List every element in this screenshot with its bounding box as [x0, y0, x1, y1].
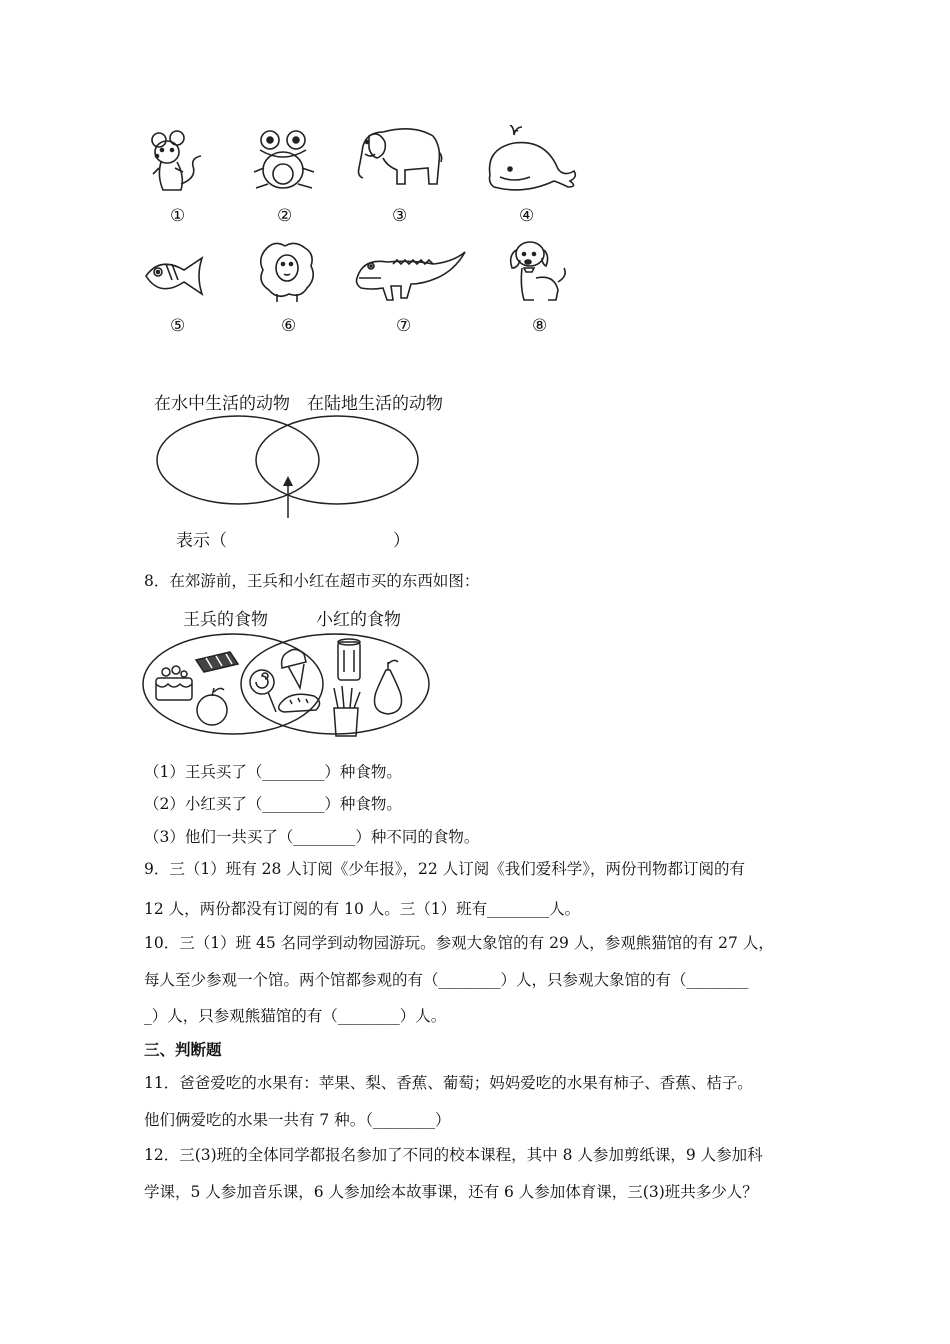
q9-line1: 9．三（1）班有 28 人订阅《少年报》，22 人订阅《我们爱科学》，两份刊物都订阅的有 [144, 860, 745, 878]
apple-icon [197, 688, 227, 725]
q8-left-title: 王兵的食物 [183, 610, 268, 630]
q12-line1: 12．三(3)班的全体同学都报名参加了不同的校本课程，其中 8 人参加剪纸课，9 人参加科 [144, 1146, 763, 1164]
q8-right-title: 小红的食物 [316, 610, 401, 630]
q12-line2: 学课，5 人参加音乐课，6 人参加绘本故事课，还有 6 人参加体育课，三(3)班共多少人？ [144, 1183, 758, 1201]
venn1-left-circle [157, 416, 319, 504]
q11-line1: 11．爸爸爱吃的水果有：苹果、梨、香蕉、葡萄；妈妈爱吃的水果有柿子、香蕉、桔子。 [144, 1074, 753, 1092]
venn1-left-title: 在水中生活的动物 [154, 394, 290, 414]
animal-label-1: ① [170, 206, 186, 226]
crocodile-icon [353, 248, 468, 310]
whale-icon [484, 125, 580, 195]
animal-label-5: ⑤ [170, 316, 186, 336]
bread-icon [279, 694, 320, 712]
frog-icon [250, 128, 320, 194]
venn-diagram-foods [140, 630, 436, 740]
q8-sub2: （2）小红买了（________）种食物。 [144, 795, 402, 813]
cake-icon [156, 666, 192, 700]
animal-label-4: ④ [519, 206, 535, 226]
pear-icon [375, 660, 402, 714]
animal-label-7: ⑦ [396, 316, 412, 336]
elephant-icon [353, 122, 445, 192]
fries-icon [334, 686, 360, 736]
q10-line3: _）人，只参观熊猫馆的有（________）人。 [144, 1007, 447, 1025]
mouse-icon [145, 128, 215, 198]
venn1-right-title: 在陆地生活的动物 [307, 394, 443, 414]
animal-label-3: ③ [392, 206, 408, 226]
q10-line2: 每人至少参观一个馆。两个馆都参观的有（________）人，只参观大象馆的有（________ [144, 971, 749, 989]
section3-title: 三、判断题 [144, 1041, 222, 1059]
animal-label-8: ⑧ [532, 316, 548, 336]
lollipop-icon [250, 670, 276, 712]
venn1-indicate-close: ） [393, 531, 410, 551]
venn1-right-circle [256, 416, 418, 504]
q8-stem: 8．在郊游前，王兵和小红在超市买的东西如图： [144, 572, 480, 590]
venn-diagram-animals [150, 410, 430, 522]
fish-icon [142, 250, 208, 300]
animal-label-6: ⑥ [281, 316, 297, 336]
animal-label-2: ② [277, 206, 293, 226]
q8-sub1: （1）王兵买了（________）种食物。 [144, 763, 402, 781]
chocolate-icon [196, 652, 238, 672]
drink-can-icon [338, 639, 360, 680]
sheep-icon [255, 238, 319, 304]
venn1-indicate-label: 表示（ [176, 531, 227, 551]
dog-icon [506, 238, 572, 308]
q10-line1: 10．三（1）班 45 名同学到动物园游玩。参观大象馆的有 29 人，参观熊猫馆的有 27 人， [144, 934, 774, 952]
q8-sub3: （3）他们一共买了（________）种不同的食物。 [144, 828, 480, 846]
ice-cream-icon [282, 649, 306, 688]
q11-line2: 他们俩爱吃的水果一共有 7 种。（________） [144, 1111, 451, 1129]
q9-line2: 12 人，两份都没有订阅的有 10 人。三（1）班有________人。 [144, 900, 581, 918]
